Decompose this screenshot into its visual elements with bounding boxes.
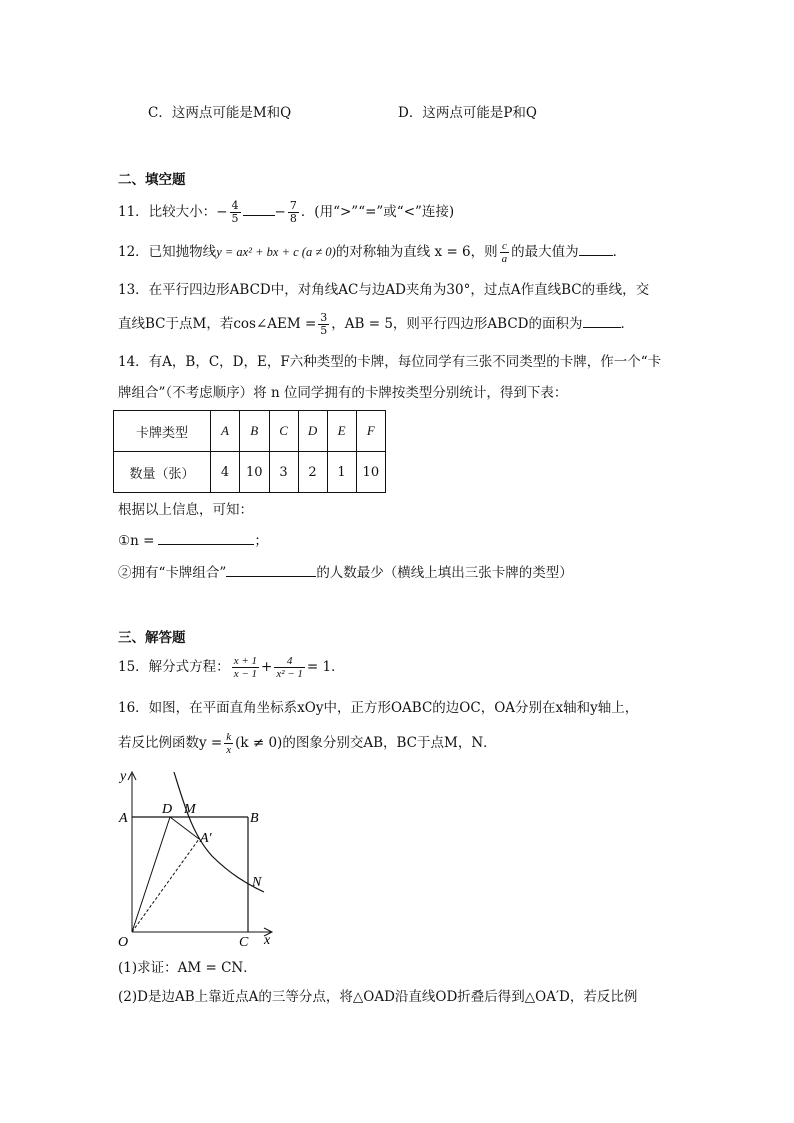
q11-prefix: 11．比较大小： <box>118 204 217 220</box>
q16-line-1: 16．如图，在平面直角坐标系xOy中，正方形OABC的边OC，OA分别在x轴和y轴上， <box>118 700 639 716</box>
question-13-line-2 <box>118 310 634 338</box>
q14-sub2-prefix: ②拥有“卡牌组合” <box>118 565 227 581</box>
q13-frac-den: 5 <box>320 324 328 337</box>
q15-prefix: 15．解分式方程： <box>118 659 230 675</box>
q15-fraction-2 <box>274 655 305 680</box>
segment-oa1-dashed <box>132 839 199 932</box>
table-count-e: 1 <box>327 452 356 493</box>
question-16-line-2 <box>118 728 497 758</box>
table-type-f: F <box>356 411 386 452</box>
label-c: C <box>239 935 249 950</box>
label-y: y <box>120 769 127 784</box>
label-o: O <box>118 935 129 950</box>
q13-answer-blank[interactable] <box>583 313 621 328</box>
q15-frac2-num: 4 <box>274 655 305 668</box>
q13-line2-prefix: 直线BC于点M，若cos∠AEM = <box>118 316 317 332</box>
q10-option-c: C．这两点可能是M和Q <box>148 105 292 121</box>
table-type-e: E <box>327 411 356 452</box>
q11-answer-blank[interactable] <box>243 201 275 216</box>
q16-line2-prefix: 若反比例函数y = <box>118 735 223 751</box>
q14-sub1-end: ； <box>254 533 268 549</box>
q11-frac2-den: 8 <box>289 212 297 225</box>
table-count-label: 数量（张） <box>114 452 211 493</box>
q13-frac-num: 3 <box>320 311 328 324</box>
table-header-label: 卡牌类型 <box>114 411 211 452</box>
question-15 <box>118 652 345 682</box>
q16-frac-den: x <box>226 744 232 756</box>
q15-frac2-den: x² − 1 <box>276 668 303 680</box>
q16-fraction <box>224 731 233 756</box>
q14-sub-2 <box>118 562 573 583</box>
q14-sub1-blank[interactable] <box>158 530 254 545</box>
q14-sub2-suffix: 的人数最少（横线上填出三张卡牌的类型） <box>316 565 573 581</box>
section-heading-solve: 三、解答题 <box>118 630 186 646</box>
q12-answer-blank[interactable] <box>579 241 613 256</box>
q11-frac2-num: 7 <box>289 199 297 212</box>
q15-frac1-num: x + 1 <box>233 655 257 667</box>
q11-frac1-num: 4 <box>231 199 239 212</box>
hyperbola-curve <box>174 772 264 892</box>
table-row-types <box>114 411 386 452</box>
q11-frac2-sign: − <box>274 204 286 220</box>
q11-suffix: ．(用“>”“=”或“<”连接) <box>300 204 455 220</box>
q11-frac1-den: 5 <box>231 212 239 225</box>
table-type-d: D <box>298 411 327 452</box>
table-count-c: 3 <box>269 452 298 493</box>
table-count-a: 4 <box>211 452 240 493</box>
q16-frac-num: k <box>226 731 232 743</box>
q12-equation: y = ax² + bx + c (a ≠ 0) <box>216 245 336 259</box>
segment-od <box>132 817 170 932</box>
label-b: B <box>250 811 259 826</box>
q16-line2-suffix: (k ≠ 0)的图象分别交AB，BC于点M，N． <box>235 735 497 751</box>
q12-prefix: 12．已知抛物线 <box>118 244 217 260</box>
table-type-b: B <box>240 411 270 452</box>
q15-suffix: = 1． <box>306 659 345 675</box>
q14-sub2-blank[interactable] <box>226 562 316 577</box>
label-d: D <box>162 802 173 817</box>
q12-frac-den: a <box>501 253 508 265</box>
q12-fraction <box>500 240 510 265</box>
q15-frac1-den: x − 1 <box>233 668 257 680</box>
q12-middle: 的对称轴为直线 x = 6，则 <box>335 244 498 260</box>
label-m: M <box>184 802 196 817</box>
q16-part-2: (2)D是边AB上靠近点A的三等分点，将△OAD沿直线OD折叠后得到△OA′D，若反比例 <box>118 989 638 1005</box>
q12-frac-num: c <box>500 240 510 253</box>
table-row-counts <box>114 452 386 493</box>
q15-fraction-1 <box>232 655 259 680</box>
segment-da1 <box>170 817 199 839</box>
q13-end: ． <box>620 316 635 332</box>
q14-info: 根据以上信息，可知： <box>118 502 253 518</box>
q10-option-d: D．这两点可能是P和Q <box>398 105 537 121</box>
table-type-a: A <box>211 411 240 452</box>
table-count-d: 2 <box>298 452 327 493</box>
q11-fraction-1 <box>230 200 241 225</box>
table-type-c: C <box>269 411 298 452</box>
table-count-b: 10 <box>240 452 270 493</box>
q11-fraction-2 <box>288 200 299 225</box>
q13-line2-suffix: ，AB = 5，则平行四边形ABCD的面积为 <box>331 316 583 332</box>
q12-suffix: 的最大值为 <box>511 244 579 260</box>
q14-line-2: 牌组合”（不考虑顺序）将 n 位同学拥有的卡牌按类型分别统计，得到下表： <box>118 385 568 401</box>
section-heading-fill-blank: 二、填空题 <box>118 172 186 188</box>
q13-line-1: 13．在平行四边形ABCD中，对角线AC与边AD夹角为30°，过点A作直线BC的垂线，交 <box>118 282 650 298</box>
q15-plus: + <box>261 659 273 675</box>
q14-sub-1 <box>118 530 268 551</box>
label-x: x <box>264 933 271 948</box>
table-count-f: 10 <box>356 452 386 493</box>
q16-figure <box>112 764 282 950</box>
label-a-prime: A′ <box>200 831 212 846</box>
question-11 <box>118 198 454 226</box>
q16-part-1: (1)求证：AM = CN． <box>118 960 257 976</box>
q14-sub1-prefix: ①n = <box>118 533 155 549</box>
q12-end: ． <box>612 244 627 260</box>
label-n: N <box>252 875 262 890</box>
label-a: A <box>119 811 128 826</box>
q14-line-1: 14．有A，B，C，D，E，F六种类型的卡牌，每位同学有三张不同类型的卡牌，作一个“卡 <box>118 354 662 370</box>
q11-frac1-sign: − <box>216 204 228 220</box>
question-12 <box>118 238 626 266</box>
card-table <box>113 410 386 493</box>
q13-fraction <box>318 312 329 337</box>
